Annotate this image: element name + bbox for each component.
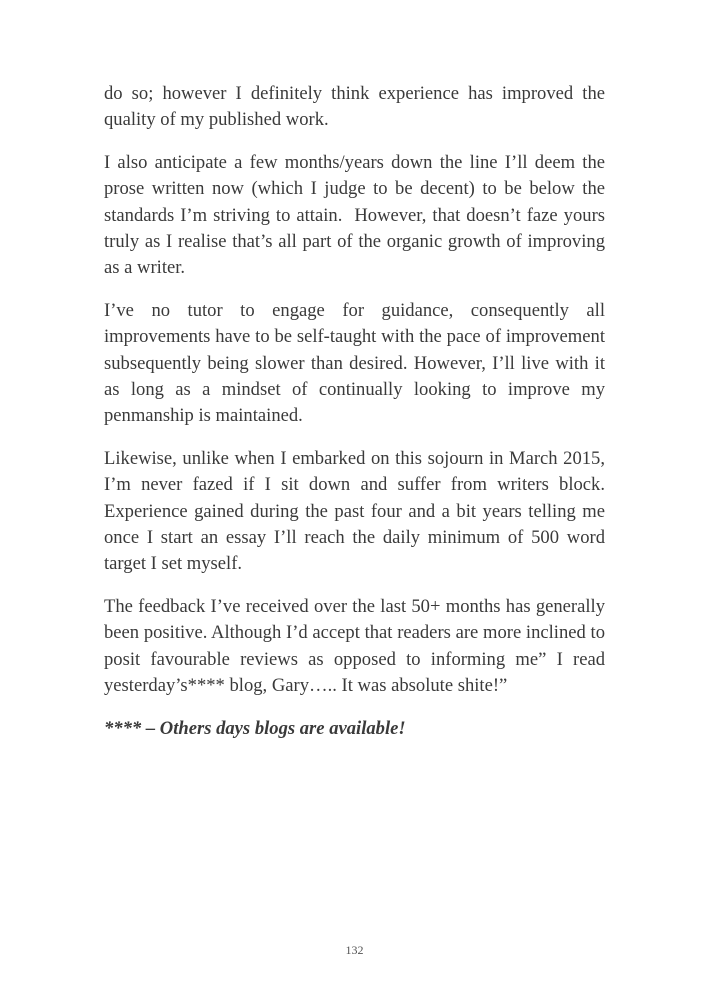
paragraph: I also anticipate a few months/years down the line I’ll deem the prose written now (which I judge to be decent) to be below the standards I’m striving to attain. However, that doesn’t faze yours truly as I realise that’s all part of the organic growth of improving as a writer. — [104, 152, 605, 279]
paragraph: The feedback I’ve received over the last 50+ months has generally been positive. Although I’d accept that readers are more inclined to posit favourable reviews as opposed to informing me” I read yesterday’s**** blog, Gary….. It was absolute shite!” — [104, 596, 605, 696]
body-text — [104, 81, 605, 742]
page-number: 132 — [345, 943, 364, 957]
footnote: **** – Others days blogs are available! — [104, 717, 406, 739]
paragraph: I’ve no tutor to engage for guidance, consequently all improvements have to be self-taught with the pace of improvement subsequently being slower than desired. However, I’ll live with it as long as a mindset of continually looking to improve my penmanship is maintained. — [104, 300, 605, 427]
paragraph: Likewise, unlike when I embarked on this sojourn in March 2015, I’m never fazed if I sit down and suffer from writers block. Experience gained during the past four and a bit years telling me once I start an essay I’ll reach the daily minimum of 500 word target I set myself. — [104, 448, 605, 575]
paragraph: do so; however I definitely think experience has improved the quality of my published work. — [104, 83, 605, 131]
